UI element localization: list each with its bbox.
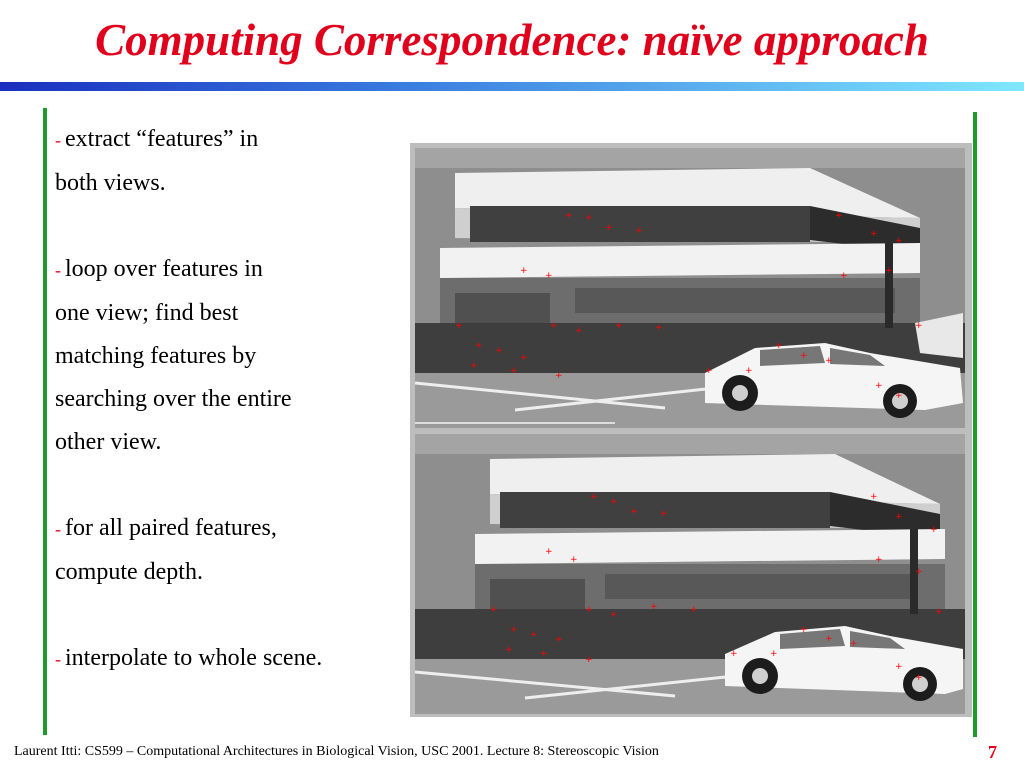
svg-text:+: + [930,525,938,535]
svg-text:+: + [825,634,833,644]
svg-text:+: + [895,236,903,246]
bullet-item [55,118,415,205]
svg-text:+: + [660,509,668,519]
svg-text:+: + [510,366,518,376]
bullet-line: loop over features in [65,256,263,282]
bullet-line: matching features by [55,343,257,369]
svg-text:+: + [915,567,923,577]
bullet-line: searching over the entire [55,386,292,412]
svg-text:+: + [585,655,593,665]
bullet-marker: - [55,130,61,150]
page-number: 7 [988,742,997,762]
svg-text:+: + [800,625,808,635]
svg-text:+: + [545,547,553,557]
svg-text:+: + [730,649,738,659]
svg-text:+: + [555,635,563,645]
svg-text:+: + [470,361,478,371]
svg-text:+: + [800,351,808,361]
svg-text:+: + [915,673,923,683]
svg-text:+: + [575,326,583,336]
bullet-item [55,248,415,464]
svg-text:+: + [935,607,943,617]
bullet-marker: - [55,519,61,539]
svg-text:+: + [530,630,538,640]
bullet-item [55,507,415,594]
left-accent-bar [43,108,47,735]
svg-text:+: + [555,371,563,381]
title-underline [0,82,1024,91]
svg-text:+: + [840,271,848,281]
svg-text:+: + [835,211,843,221]
svg-text:+: + [475,341,483,351]
bullet-line: for all paired features, [65,515,277,541]
svg-text:+: + [895,662,903,672]
svg-text:+: + [570,555,578,565]
svg-text:+: + [825,356,833,366]
svg-text:+: + [885,266,893,276]
slide-title: Computing Correspondence: naïve approach [95,15,929,65]
svg-text:+: + [540,649,548,659]
right-accent-bar [973,112,977,737]
bullet-marker: - [55,260,61,280]
svg-text:+: + [635,226,643,236]
svg-text:+: + [745,366,753,376]
svg-text:+: + [605,223,613,233]
svg-text:+: + [775,341,783,351]
stereo-image-pair [410,143,972,717]
bullet-line: both views. [55,170,166,196]
svg-text:+: + [770,649,778,659]
svg-text:+: + [495,346,503,356]
svg-text:+: + [565,211,573,221]
building-scene [415,148,965,428]
svg-text:+: + [585,605,593,615]
svg-text:+: + [615,321,623,331]
svg-text:+: + [895,512,903,522]
svg-text:+: + [610,610,618,620]
svg-text:+: + [455,321,463,331]
left-view-image [415,148,965,428]
svg-text:+: + [520,266,528,276]
svg-text:+: + [850,639,858,649]
bullet-line: one view; find best [55,300,239,326]
svg-text:+: + [870,492,878,502]
bullet-line: extract “features” in [65,126,259,152]
svg-text:+: + [875,555,883,565]
svg-text:+: + [545,271,553,281]
building-scene [415,434,965,714]
bullet-marker: - [55,649,61,669]
svg-text:+: + [510,625,518,635]
bullet-line: compute depth. [55,559,203,585]
svg-text:+: + [490,605,498,615]
bullet-line: other view. [55,429,162,455]
svg-text:+: + [655,323,663,333]
footer-citation: Laurent Itti: CS599 – Computational Architectures in Biological Vision, USC 2001. Lecture 8: Stereoscopic Vision [14,744,659,759]
bullet-line: interpolate to whole scene. [65,645,323,671]
bullet-item [55,637,415,681]
svg-text:+: + [870,229,878,239]
svg-text:+: + [690,605,698,615]
svg-text:+: + [650,602,658,612]
svg-text:+: + [610,497,618,507]
svg-text:+: + [915,321,923,331]
right-view-image [415,434,965,714]
svg-text:+: + [705,366,713,376]
svg-text:+: + [550,321,558,331]
svg-text:+: + [875,381,883,391]
bullet-list [55,118,415,724]
svg-text:+: + [520,353,528,363]
svg-text:+: + [585,213,593,223]
svg-text:+: + [895,391,903,401]
svg-text:+: + [630,507,638,517]
svg-text:+: + [590,492,598,502]
svg-text:+: + [505,645,513,655]
